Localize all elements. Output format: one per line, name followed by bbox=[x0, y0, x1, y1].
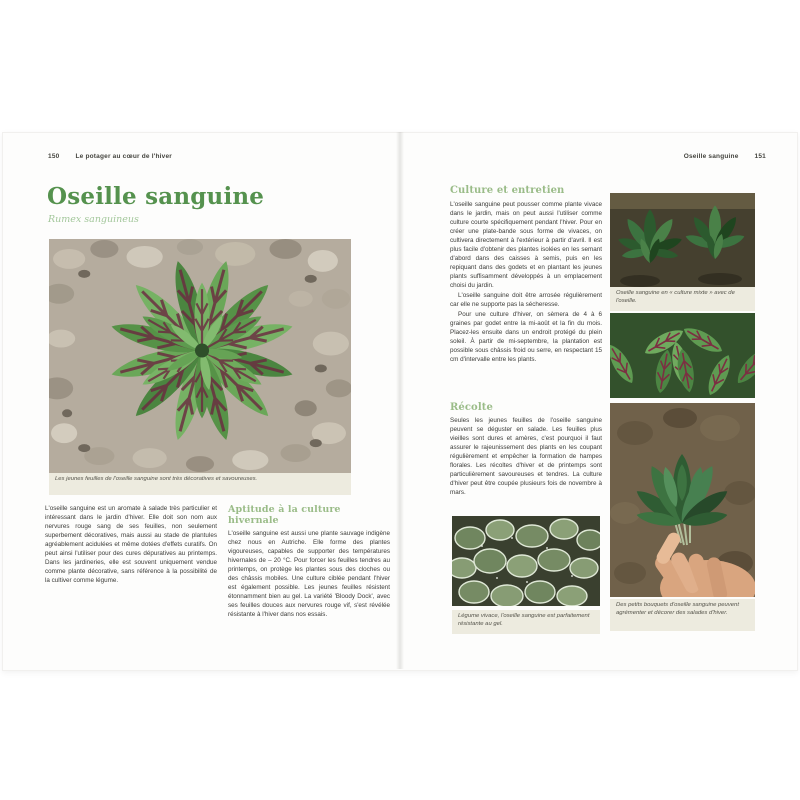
section-heading-recolte: Récolte bbox=[450, 402, 493, 413]
left-running-title: Le potager au cœur de l'hiver bbox=[75, 153, 173, 160]
main-photo-caption: Les jeunes feuilles de l'oseille sanguine sont très décoratives et savoureuses. bbox=[49, 473, 351, 495]
intro-paragraph: L'oseille sanguine est un aromate à salade très particulier et intéressant dans le jardin d'hiver. Elle doit son nom aux nervures rouge sang de ses feuilles, non seulement superbement décoratives, mais aussi au stade de plantules agréablement acidulées et même dotées d'effets curatifs. On peut ainsi l'utiliser pour des cures dépuratives au printemps. Dans les jardineries, elle est souvent uniquement vendue comme plante décorative, sans référence à la possibilité de la cultiver comme légume. bbox=[45, 505, 217, 584]
left-page-columns bbox=[45, 504, 390, 619]
bouquet-photo-caption: Des petits bouquets d'oseille sanguine peuvent agrémenter et décorer des salades d'hiver. bbox=[610, 599, 755, 631]
main-sorrel-rosette-photo bbox=[49, 239, 351, 473]
sorrel-closeup-photo bbox=[610, 313, 755, 398]
mixed-culture-caption: Oseille sanguine en « culture mixte » avec de l'oseille. bbox=[610, 287, 755, 311]
right-running-title: Oseille sanguine bbox=[683, 153, 739, 160]
article-subtitle-latin-name: Rumex sanguineus bbox=[48, 214, 139, 225]
mixed-culture-photo bbox=[610, 193, 755, 287]
left-running-head bbox=[48, 153, 172, 160]
culture-text-block bbox=[450, 200, 602, 364]
frost-photo-caption: Légume vivace, l'oseille sanguine est parfaitement résistante au gel. bbox=[452, 610, 600, 634]
left-page-number: 150 bbox=[48, 153, 60, 160]
culture-paragraph-2: L'oseille sanguine doit être arrosée régulièrement car elle ne supporte pas la sécheresse. bbox=[450, 292, 602, 308]
recolte-paragraph: Seules les jeunes feuilles de l'oseille sanguine peuvent se déguster en salade. Les feuilles plus vieilles sont dures et amères, c'est pourquoi il faut assurer le rajeunissement des plants en les coupant régulièrement et empêcher la formation de hampes florales. Les récoltes d'hiver et de printemps sont particulièrement savoureuses et tendres. La culture d'hiver peut être coupée plusieurs fois de novembre à mars. bbox=[450, 417, 602, 496]
right-page-number: 151 bbox=[754, 153, 766, 160]
bouquet-hand-illustration bbox=[610, 403, 755, 597]
culture-paragraph-3: Pour une culture d'hiver, on sèmera de 4 à 6 graines par godet entre la mi-août et la fin du mois. Placez-les ensuite dans un endroit protégé du plein soleil. À partir de mi-septembre, la plantation est possible sous châssis froid ou serre, en respectant 15 cm d'intervalle entre les plants. bbox=[450, 311, 602, 363]
section-heading-culture: Culture et entretien bbox=[450, 185, 565, 196]
sorrel-rosette-illustration bbox=[49, 239, 351, 473]
aptitude-paragraph: L'oseille sanguine est aussi une plante sauvage indigène chez nous en Autriche. Elle forme des plantes vigoureuses, capables de supporter des températures hivernales de – 20 °C. Pour forcer les feuilles tendres au printemps, on protège les plantes sous des cloches ou des châssis mobiles. Une culture ciblée pendant l'hiver est également possible. Les jeunes feuilles résistent étonnamment bien au gel. La variété 'Bloody Dock', avec ses feuilles douces aux nervures rouge vif, s'est révélée résistante à l'hiver dans nos essais. bbox=[228, 530, 390, 618]
sorrel-closeup-illustration bbox=[610, 313, 755, 398]
right-running-head bbox=[684, 153, 766, 160]
book-gutter-shadow bbox=[396, 132, 404, 669]
section-heading-aptitude: Aptitude à la culture hivernale bbox=[228, 504, 341, 526]
mixed-culture-illustration bbox=[610, 193, 755, 287]
bouquet-hand-photo bbox=[610, 403, 755, 597]
frost-sorrel-photo bbox=[452, 516, 600, 606]
frosted-leaves-illustration bbox=[452, 516, 600, 606]
culture-paragraph-1: L'oseille sanguine peut pousser comme plante vivace dans le jardin, mais on peut aussi l'utiliser comme culture courte spécifiquement pendant l'hiver. Pour en créer une plate-bande sous forme de vivaces, on cultivera directement à l'extérieur à partir d'avril. Il est plus facile d'obtenir des plantes isolées en les semant d'abord dans des caisses à semis, puis en les repiquant dans des godets et en plantant les jeunes plants suffisamment développés à un emplacement choisi du jardin. bbox=[450, 201, 602, 289]
article-title: Oseille sanguine bbox=[47, 183, 265, 210]
